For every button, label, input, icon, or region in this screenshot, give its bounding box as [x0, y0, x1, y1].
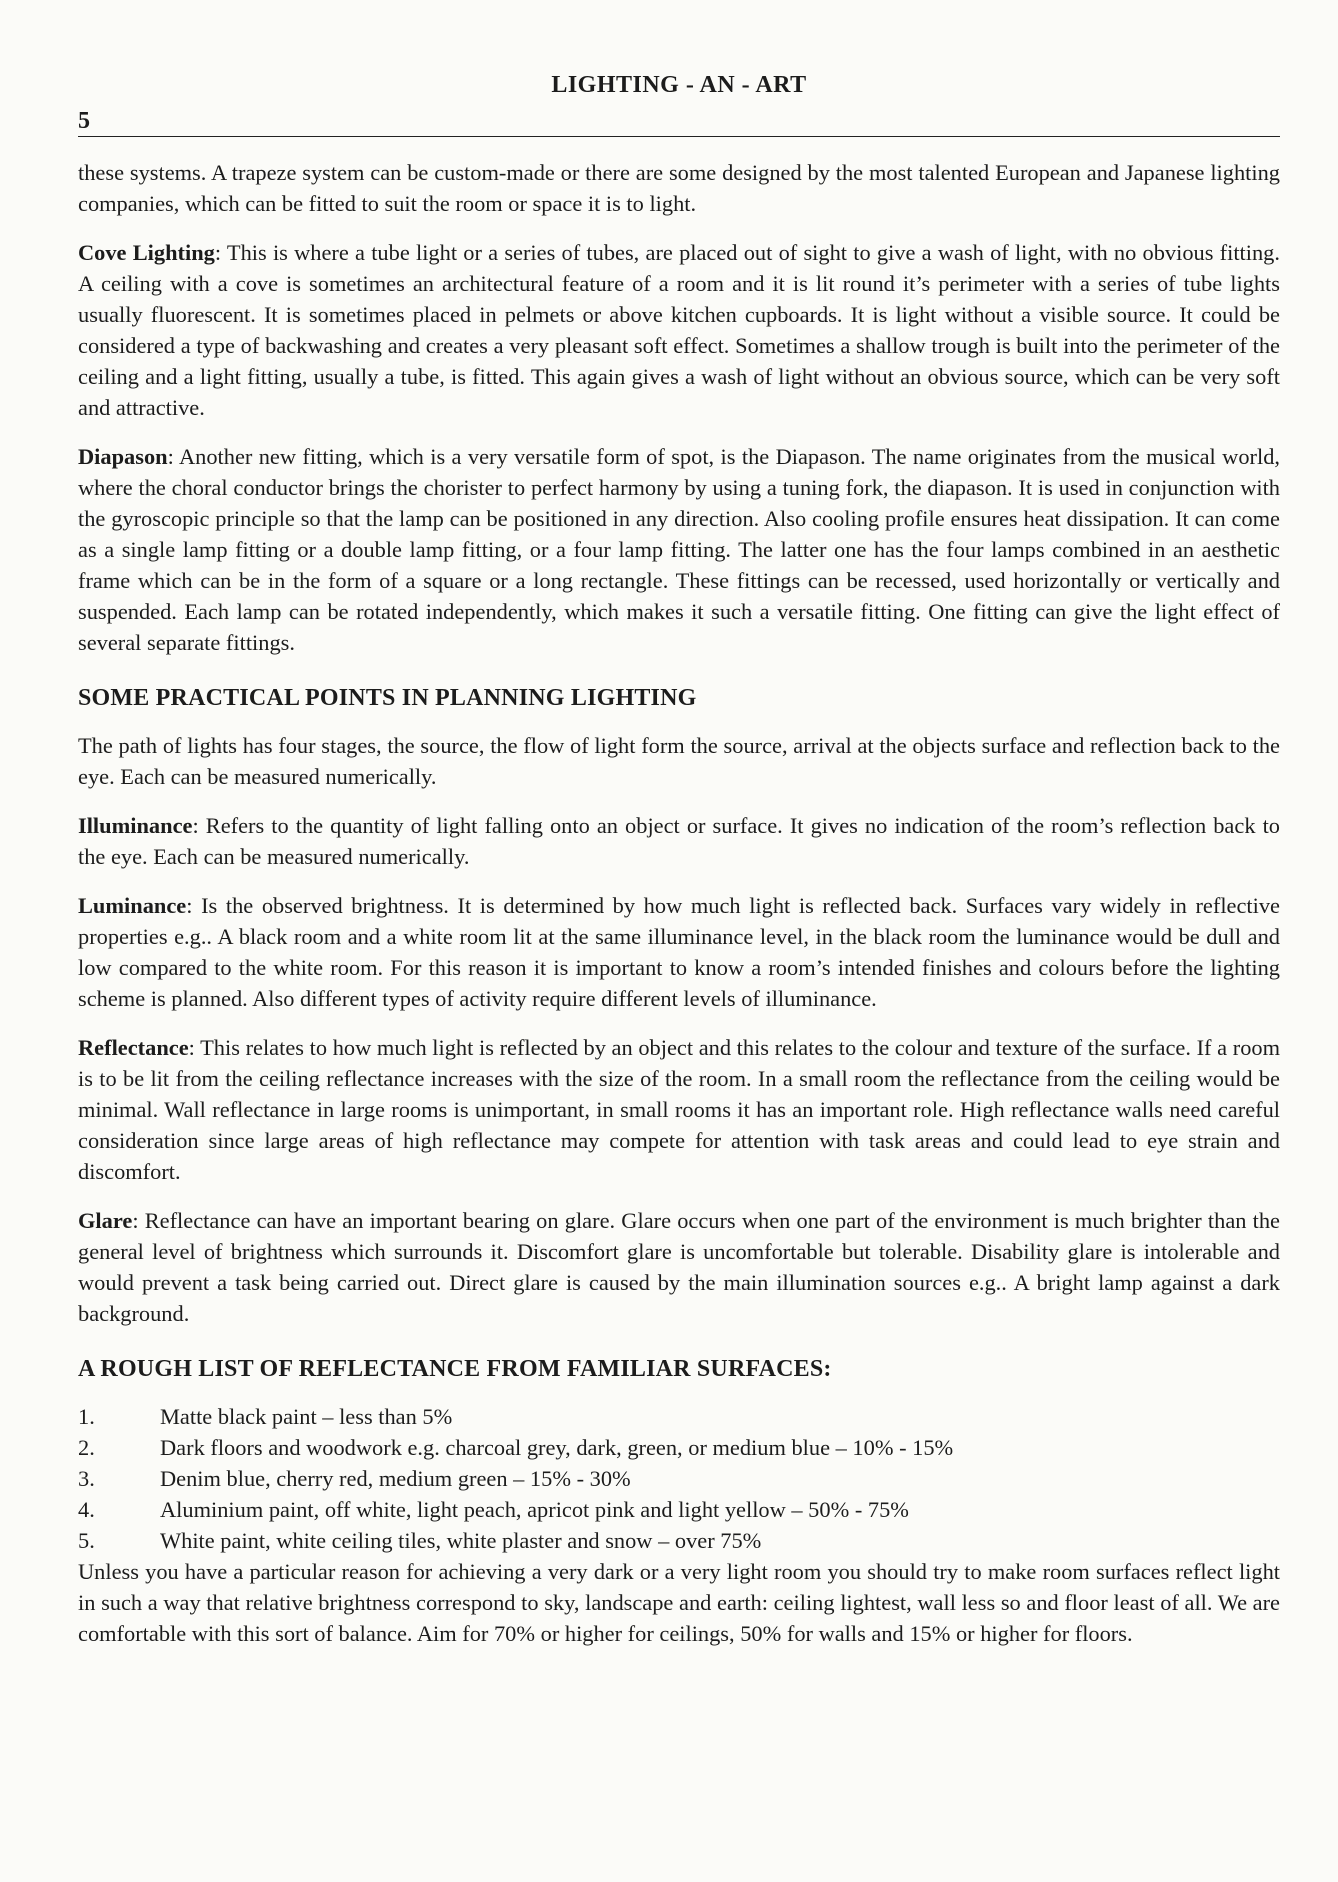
definition-luminance: : Is the observed brightness. It is determined by how much light is reflected back. Surfaces vary widely in reflective properties e.g.. A black room and a white room lit at the same illuminance level, in the black room the luminance would be dull and low compared to the white room. For this reason it is important to know a room’s intended finishes and colours before the lighting scheme is planned. Also different types of activity require different levels of illuminance. — [78, 893, 1280, 1011]
list-item-text: Denim blue, cherry red, medium green – 15% - 30% — [160, 1466, 631, 1491]
paragraph-glare — [78, 1205, 1280, 1329]
list-item-text: White paint, white ceiling tiles, white plaster and snow – over 75% — [160, 1528, 762, 1553]
body-text — [78, 157, 1280, 1649]
paragraph-illuminance — [78, 810, 1280, 872]
list-item-number: 2. — [78, 1435, 95, 1460]
term-illuminance: Illuminance — [78, 813, 193, 838]
header-rule — [78, 100, 1280, 137]
paragraph-cove-lighting — [78, 237, 1280, 423]
definition-illuminance: : Refers to the quantity of light falling onto an object or surface. It gives no indication of the room’s reflection back to the eye. Each can be measured numerically. — [78, 813, 1280, 869]
definition-diapason: : Another new fitting, which is a very versatile form of spot, is the Diapason. The name originates from the musical world, where the choral conductor brings the chorister to perfect harmony by using a tuning fork, the diapason. It is used in conjunction with the gyroscopic principle so that the lamp can be positioned in any direction. Also cooling profile ensures heat dissipation. It can come as a single lamp fitting or a double lamp fitting, or a four lamp fitting. The latter one has the four lamps combined in an aesthetic frame which can be in the form of a square or a long rectangle. These fittings can be recessed, used horizontally or vertically and suspended. Each lamp can be rotated independently, which makes it such a versatile fitting. One fitting can give the light effect of several separate fittings. — [78, 444, 1280, 655]
paragraph-reflectance — [78, 1032, 1280, 1187]
page-number: 5 — [78, 108, 90, 134]
term-diapason: Diapason — [78, 444, 168, 469]
reflectance-list — [78, 1401, 1280, 1556]
list-item-number: 4. — [78, 1497, 95, 1522]
running-title: LIGHTING - AN - ART — [551, 72, 807, 98]
term-luminance: Luminance — [78, 893, 187, 918]
list-item-number: 3. — [78, 1466, 95, 1491]
heading-practical-points: SOME PRACTICAL POINTS IN PLANNING LIGHTING — [78, 685, 697, 711]
list-item — [78, 1401, 1280, 1432]
document-page — [78, 70, 1280, 1667]
term-cove-lighting: Cove Lighting — [78, 240, 215, 265]
paragraph-path-of-lights: The path of lights has four stages, the source, the flow of light form the source, arrival at the objects surface and reflection back to the eye. Each can be measured numerically. — [78, 733, 1280, 789]
list-item-number: 1. — [78, 1404, 95, 1429]
term-reflectance: Reflectance — [78, 1035, 189, 1060]
list-item-text: Matte black paint – less than 5% — [160, 1404, 453, 1429]
heading-reflectance-list: A ROUGH LIST OF REFLECTANCE FROM FAMILIAR SURFACES: — [78, 1356, 832, 1382]
intro-paragraph: these systems. A trapeze system can be custom-made or there are some designed by the most talented European and Japanese lighting companies, which can be fitted to suit the room or space it is to light. — [78, 160, 1280, 216]
list-item — [78, 1525, 1280, 1556]
term-glare: Glare — [78, 1208, 133, 1233]
list-item-number: 5. — [78, 1528, 95, 1553]
paragraph-luminance — [78, 890, 1280, 1014]
definition-cove-lighting: : This is where a tube light or a series of tubes, are placed out of sight to give a wash of light, with no obvious fitting. A ceiling with a cove is sometimes an architectural feature of a room and it is lit round it’s perimeter with a series of tube lights usually fluorescent. It is sometimes placed in pelmets or above kitchen cupboards. It is light without a visible source. It could be considered a type of backwashing and creates a very pleasant soft effect. Sometimes a shallow trough is built into the perimeter of the ceiling and a light fitting, usually a tube, is fitted. This again gives a wash of light without an obvious source, which can be very soft and attractive. — [78, 240, 1280, 420]
closing-paragraph: Unless you have a particular reason for achieving a very dark or a very light room you should try to make room surfaces reflect light in such a way that relative brightness correspond to sky, landscape and earth: ceiling lightest, wall less so and floor least of all. We are comfortable with this sort of balance. Aim for 70% or higher for ceilings, 50% for walls and 15% or higher for floors. — [78, 1559, 1280, 1646]
list-item — [78, 1432, 1280, 1463]
definition-glare: : Reflectance can have an important bearing on glare. Glare occurs when one part of the environment is much brighter than the general level of brightness which surrounds it. Discomfort glare is uncomfortable but tolerable. Disability glare is intolerable and would prevent a task being carried out. Direct glare is caused by the main illumination sources e.g.. A bright lamp against a dark background. — [78, 1208, 1280, 1326]
list-item — [78, 1494, 1280, 1525]
page-header — [78, 70, 1280, 137]
list-item — [78, 1463, 1280, 1494]
paragraph-diapason — [78, 441, 1280, 658]
list-item-text: Aluminium paint, off white, light peach, apricot pink and light yellow – 50% - 75% — [160, 1497, 909, 1522]
definition-reflectance: : This relates to how much light is reflected by an object and this relates to the colour and texture of the surface. If a room is to be lit from the ceiling reflectance increases with the size of the room. In a small room the reflectance from the ceiling would be minimal. Wall reflectance in large rooms is unimportant, in small rooms it has an important role. High reflectance walls need careful consideration since large areas of high reflectance may compete for attention with task areas and could lead to eye strain and discomfort. — [78, 1035, 1280, 1184]
list-item-text: Dark floors and woodwork e.g. charcoal grey, dark, green, or medium blue – 10% - 15% — [160, 1435, 954, 1460]
